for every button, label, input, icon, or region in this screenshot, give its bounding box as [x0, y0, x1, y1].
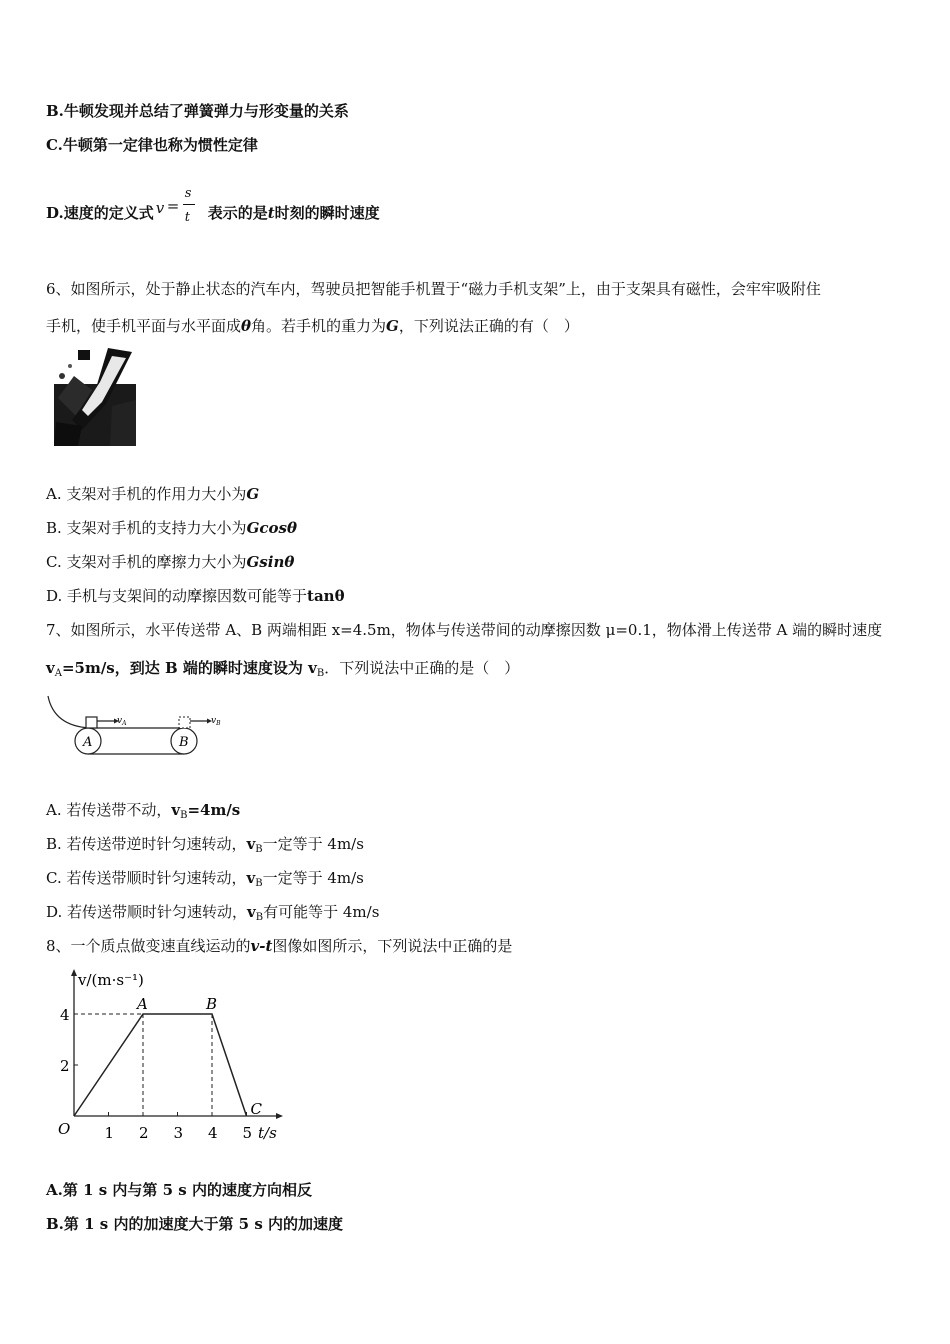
q8-stem: [46, 936, 512, 956]
vb-label: $v_B$: [211, 716, 221, 727]
pulley-a-label: A: [83, 735, 93, 750]
q5-option-d-t: t: [267, 204, 275, 222]
q8-vt-label: v-t: [250, 937, 273, 955]
q5-option-d-mid: 表示的是: [207, 204, 268, 222]
q5-option-d-suffix: 时刻的瞬时速度: [274, 204, 380, 222]
q7-vb-subscript: B: [316, 668, 325, 679]
x-tick-label: 2: [139, 1124, 149, 1142]
q7-stem-part2: =5m/s，到达 B 端的瞬时速度设为 v: [61, 659, 317, 677]
q8-option-a: A.第 1 s 内与第 5 s 内的速度方向相反: [46, 1181, 312, 1199]
x-tick-label: 4: [208, 1124, 218, 1142]
q6-stem-part2: 角。若手机的重力为: [251, 317, 387, 335]
q6-option-b-text: B. 支架对手机的支持力大小为: [46, 519, 247, 537]
q7-option-c-sub: B: [255, 878, 263, 889]
q6-option-a-text: A. 支架对手机的作用力大小为: [46, 485, 247, 503]
x-tick-label: 3: [173, 1124, 184, 1142]
q7-option-d: [46, 902, 379, 928]
q6-option-d-value: tanθ: [307, 587, 345, 605]
q6-option-c: [46, 552, 294, 572]
q7-option-b-v: v: [246, 835, 256, 853]
formula-v: v: [155, 199, 165, 217]
q8-stem-part2: 图像如图所示，下列说法中正确的是: [272, 937, 513, 955]
q6-stem-line2: [46, 316, 579, 336]
q7-option-a-post: =4m/s: [187, 801, 241, 819]
y-tick-label: 4: [60, 1006, 70, 1024]
q7-option-b-post: 一定等于 4m/s: [262, 835, 364, 853]
q6-stem-part1: 手机，使手机平面与水平面成: [46, 317, 242, 335]
y-axis-arrow: [71, 969, 77, 976]
q6-gravity-symbol: G: [386, 317, 399, 335]
q7-option-d-post: 有可能等于 4m/s: [263, 903, 380, 921]
q6-option-d: [46, 586, 345, 606]
q7-stem-line1: 7、如图所示，水平传送带 A、B 两端相距 x=4.5m，物体与传送带间的动摩擦因数 μ=0.1，物体滑上传送带 A 端的瞬时速度: [46, 621, 883, 639]
point-label-c: C: [250, 1100, 262, 1118]
q7-option-d-sub: B: [255, 912, 264, 923]
va-label: $v_A$: [117, 716, 127, 727]
formula-equals: =: [166, 197, 180, 215]
pulley-b-label: B: [179, 735, 189, 750]
q7-option-a-sub: B: [180, 810, 188, 821]
q6-option-a: [46, 484, 259, 504]
point-label-a: A: [137, 995, 148, 1013]
q7-option-d-v: v: [247, 903, 256, 921]
q7-va-subscript: A: [54, 668, 62, 679]
q6-option-d-text: D. 手机与支架间的动摩擦因数可能等于: [46, 587, 308, 605]
x-axis-arrow: [276, 1113, 283, 1119]
q7-va-symbol: v: [46, 659, 55, 677]
q7-option-c-v: v: [246, 869, 256, 887]
q7-option-b-sub: B: [255, 844, 263, 855]
q7-option-c-pre: C. 若传送带顺时针匀速转动，: [46, 869, 247, 887]
q6-option-c-value: Gsinθ: [246, 553, 295, 571]
q5-option-c: C.牛顿第一定律也称为惯性定律: [46, 136, 258, 154]
conveyor-belt-diagram: [44, 692, 234, 758]
x-tick-label: 1: [104, 1124, 115, 1142]
q7-option-a: [46, 800, 240, 826]
q7-option-a-pre: A. 若传送带不动，: [46, 801, 172, 819]
q6-theta: θ: [241, 317, 252, 335]
phone-holder-photo: [52, 346, 138, 448]
q7-option-c-post: 一定等于 4m/s: [262, 869, 364, 887]
q5-option-b: B.牛顿发现并总结了弹簧弹力与形变量的关系: [46, 102, 349, 120]
q8-stem-part1: 8、一个质点做变速直线运动的: [46, 937, 251, 955]
block-at-b: [179, 717, 190, 728]
q7-option-d-pre: D. 若传送带顺时针匀速转动，: [46, 903, 248, 921]
x-axis-label: t/s: [258, 1124, 277, 1142]
vt-graph: [44, 966, 294, 1146]
velocity-formula: [154, 186, 208, 230]
q6-stem-part3: ，下列说法正确的有（ ）: [398, 317, 579, 335]
q6-stem-line1: 6、如图所示，处于静止状态的汽车内，驾驶员把智能手机置于“磁力手机支架”上，由于支架具有磁性，会牢牢吸附住: [46, 280, 821, 298]
q7-stem-part3: ．下列说法中正确的是（ ）: [324, 659, 520, 677]
y-tick-label: 2: [60, 1057, 70, 1075]
point-label-o: O: [58, 1120, 71, 1138]
q5-option-d: [46, 186, 380, 230]
q7-option-a-v: v: [171, 801, 181, 819]
q7-option-b-pre: B. 若传送带逆时针匀速转动，: [46, 835, 247, 853]
x-tick-label: 5: [242, 1124, 253, 1142]
series-line: [74, 1014, 247, 1116]
q7-stem-line2: [46, 658, 519, 684]
q7-option-c: [46, 868, 364, 894]
q8-option-b: B.第 1 s 内的加速度大于第 5 s 内的加速度: [46, 1215, 343, 1233]
q6-option-b: [46, 518, 297, 538]
q6-option-a-value: G: [246, 485, 260, 503]
block-at-a: [86, 717, 97, 728]
point-label-b: B: [206, 995, 218, 1013]
fraction-bar: [183, 204, 195, 205]
formula-denominator: t: [184, 210, 190, 225]
formula-numerator: s: [184, 186, 192, 201]
q7-option-b: [46, 834, 364, 860]
q5-option-d-prefix: D.速度的定义式: [46, 204, 154, 222]
y-axis-label: v/(m·s⁻¹): [78, 971, 144, 989]
q6-option-b-value: Gcosθ: [246, 519, 297, 537]
q6-option-c-text: C. 支架对手机的摩擦力大小为: [46, 553, 247, 571]
